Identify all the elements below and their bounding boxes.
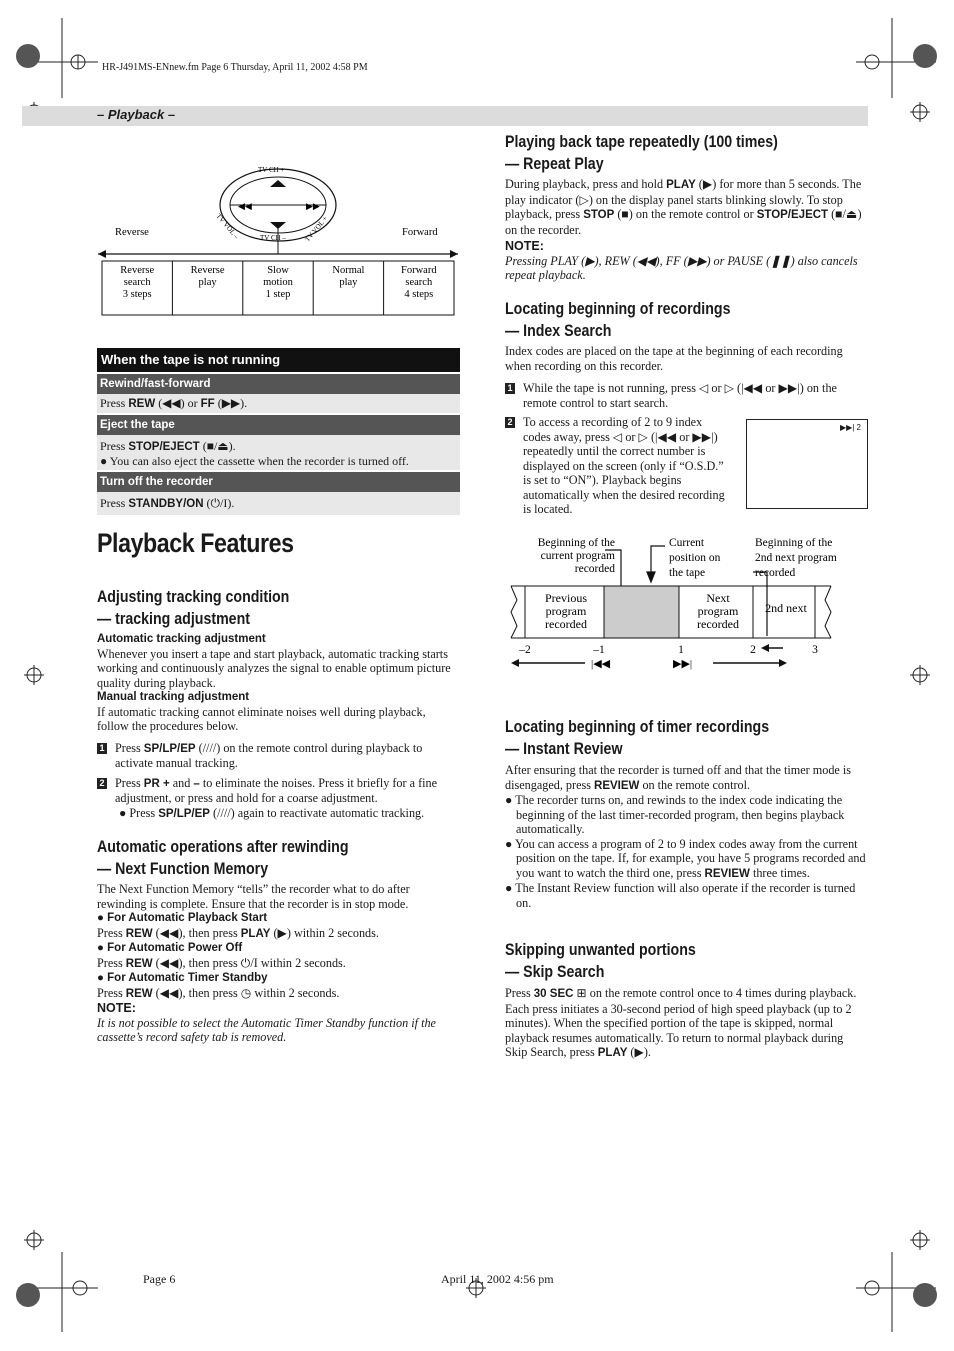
index-num-m2: –2 [519,644,531,656]
next-line2: program [697,604,739,618]
speed-label: 3 steps [122,289,152,300]
speed-label: play [198,277,217,288]
tv-ch-bottom-label: TV CH – [260,234,286,242]
speed-label: Normal [332,265,365,276]
speed-label: Reverse [190,265,225,276]
table-title: When the tape is not running [97,348,460,372]
speed-label: motion [263,277,293,288]
skip-body: Press 30 SEC ⊞ on the remote control once to 4 times during playback. Each press initiates a 30-second period of high speed playback (up to 2 minutes). When the specified portion of the tape is skipped, normal playback resumes automatically. To return to normal playback during Skip Search, press PLAY (▶). [505,986,857,1059]
reverse-label: Reverse [115,227,149,238]
label-a-line3: recorded [574,563,615,575]
index-num-1: 1 [678,644,684,656]
speed-label: 1 step [265,289,291,300]
label-c-line1: Beginning of the [755,537,833,549]
tape-not-running-table [97,348,460,515]
skip-heading: Skipping unwanted portions — Skip Search [505,941,696,981]
speed-label: 4 steps [404,289,434,300]
page-title: Playback Features [97,528,294,558]
rewind-header: Rewind/fast-forward [97,374,460,394]
svg-text:◀◀: ◀◀ [238,201,252,211]
index-intro: Index codes are placed on the tape at the beginning of each recording when recording on this recorder. [505,344,843,373]
label-c-line2: 2nd next program [755,552,837,564]
index-step-2: 2 To access a recording of 2 to 9 index codes away, press ◁ or ▷ (|◀◀ or ▶▶|) repeatedly until the correct number is displayed on the screen (only if “O.S.D.” is set to “ON”). Playback begins automatically when the desired recording is located. [505,415,731,517]
eject-header: Eject the tape [97,415,460,435]
file-header: HR-J491MS-ENnew.fm Page 6 Thursday, April 11, 2002 4:58 PM [102,62,368,73]
tracking-step-1: 1 Press SP/LP/EP (////) on the remote control during playback to activate manual tracking. [97,741,460,771]
prev-line2: program [545,604,587,618]
speed-label: Slow [267,265,289,276]
index-heading: Locating beginning of recordings — Index Search [505,300,731,340]
repeat-body: During playback, press and hold PLAY (▶) for more than 5 seconds. The play indicator (▷) on the display panel starts blinking slowly. To stop playback, press STOP (■) on the remote control or STOP/EJECT (■/⏏) on the recorder. NOTE: Pressing PLAY (▶), REW (◀◀), FF (▶▶) or PAUSE (❚❚) also cancels repeat playback. [505,177,862,282]
speed-label: Forward [401,265,437,276]
label-a-line1: Beginning of the [537,537,615,549]
svg-text:▶▶: ▶▶ [306,201,320,211]
prev-line1: Previous [545,591,587,605]
speed-label: play [339,277,358,288]
label-b-line3: the tape [669,567,706,579]
index-step-1: 1 While the tape is not running, press ◁ or ▷ (|◀◀ or ▶▶|) on the remote control to start search. [505,381,867,410]
speed-label: Reverse [120,265,155,276]
nextfunc-body: The Next Function Memory “tells” the recorder what to do after rewinding is complete. Ensure that the recorder is in stop mode. ● For Automatic Playback Start Press REW (◀◀), then press PLAY (▶) within 2 seconds. ● For Automatic Power Off Press REW (◀◀), then press ⏻/I within 2 seconds. ● For Automatic Timer Standby Press REW (◀◀), then press ◷ within 2 seconds. NOTE: It is not possible to select the Automatic Timer Standby function if the cassette’s record safety tab is removed. [97,882,460,1045]
instant-heading: Locating beginning of timer recordings — Instant Review [505,718,770,758]
osd-screen [746,419,868,509]
index-num-m1: –1 [593,644,605,656]
section-band-label: – Playback – [97,107,176,122]
next-line3: recorded [697,617,739,631]
eject-row: Press STOP/EJECT (■/⏏). ● You can also eject the cassette when the recorder is turned off. [97,435,460,470]
index-rew-symbol: |◀◀ [591,658,611,670]
tv-ch-top-label: TV CH + [258,166,285,174]
speed-label: search [123,277,151,288]
next-line1: Next [706,591,730,605]
speed-label: search [405,277,433,288]
off-row: Press STANDBY/ON (⏻/I). [97,492,460,515]
shuttle-diagram [98,160,460,320]
tv-vol-right-label: TV VOL + [303,214,330,244]
repeat-heading: Playing back tape repeatedly (100 times) — Repeat Play [505,133,778,173]
tv-vol-left-label: TV VOL – [214,212,241,241]
nextfunc-heading: Automatic operations after rewinding — Next Function Memory [97,838,349,878]
nextfunc-note-text: It is not possible to select the Automatic Timer Standby function if the cassette’s record safety tab is removed. [97,1015,436,1044]
forward-label: Forward [402,227,438,238]
index-num-2: 2 [750,644,756,656]
prev-line3: recorded [545,617,587,631]
label-a-line2: current program [540,550,615,562]
off-header: Turn off the recorder [97,472,460,492]
label-b-line1: Current [669,537,705,549]
footer-date: April 11, 2002 4:56 pm [441,1272,554,1286]
index-tape-diagram [505,532,867,672]
label-b-line2: position on [669,552,721,564]
tracking-step-2: 2 Press PR + and – to eliminate the noises. Press it briefly for a fine adjustment, or press and hold for a coarse adjustment. ● Press SP/LP/EP (////) again to reactivate automatic tracking. [97,776,460,822]
footer-page: Page 6 [143,1272,176,1286]
index-ff-symbol: ▶▶| [673,658,693,670]
next2-label: 2nd next [765,601,807,615]
nextfunc-note-head: NOTE: [97,1001,136,1015]
tracking-body: Automatic tracking adjustment Whenever you insert a tape and start playback, automatic tracking starts working and continuously analyzes the signal to enable optimum picture quality during playback. Manual tracking adjustment If automatic tracking cannot eliminate noises well during playback, follow the procedures below. 1 Press SP/LP/EP (////) on the remote control during playback to activate manual tracking. 2 Press PR + and – to eliminate the noises. Press it briefly for a fine adjustment, or press and hold for a coarse adjustment. ● Press SP/LP/EP (////) again to reactivate automatic tracking. [97,632,460,821]
osd-screen-text: ▶▶| 2 [839,423,861,432]
index-num-3: 3 [812,644,818,656]
tracking-heading: Adjusting tracking condition — tracking adjustment [97,588,290,628]
label-c-line3: recorded [755,567,796,579]
instant-body: After ensuring that the recorder is turned off and that the timer mode is disengaged, press REVIEW on the remote control. ● The recorder turns on, and rewinds to the index code indicating the beginning of the last timer-recorded program, then begins playback automatically. ● You can access a program of 2 to 9 index codes away from the current position on the tape. If, for example, you have 5 programs recorded and you want to watch the third one, press REVIEW three times. ● The Instant Review function will also operate if the recorder is turned on. [505,763,866,910]
rewind-row: Press REW (◀◀) or FF (▶▶). [97,394,460,413]
eject-bullet: ● You can also eject the cassette when the recorder is turned off. [100,454,409,468]
